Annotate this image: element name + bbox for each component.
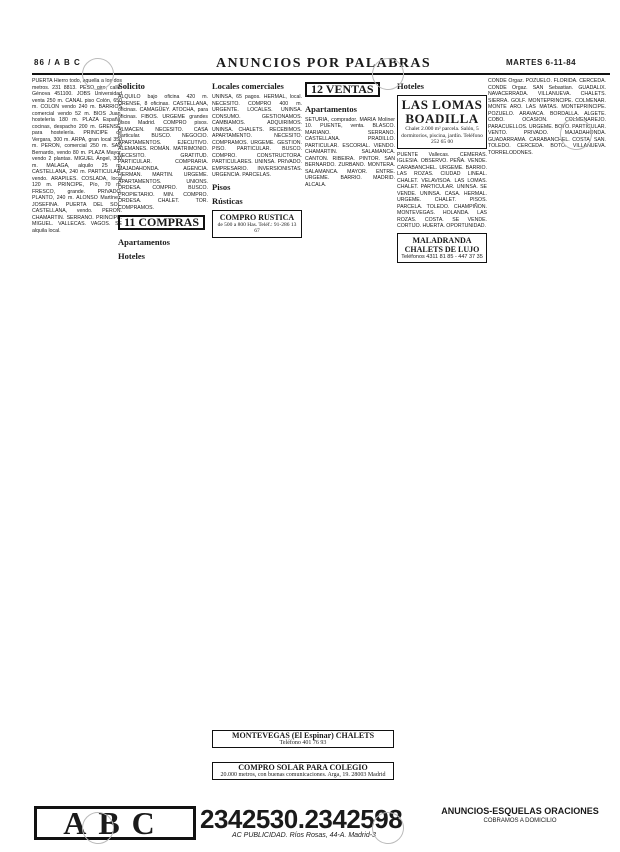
column-5 <box>397 78 487 793</box>
abc-logo: ABC <box>34 806 196 840</box>
ad-compro-rustica-title: COMPRO RUSTICA <box>219 212 295 222</box>
header-rule <box>32 73 610 75</box>
ad-montevegas-text: Teléfono 401 76 93 <box>279 740 327 746</box>
ad-montevegas <box>212 730 394 748</box>
ad-compro-rustica <box>212 210 302 238</box>
section-hoteles: Hoteles <box>118 250 145 261</box>
column-6 <box>488 78 606 793</box>
footer-esquelas-sub: COBRAMOS A DOMICILIO <box>483 818 557 824</box>
footer-esquelas <box>430 806 610 826</box>
ad-las-lomas-text: Chalet 2.000 m² parcela. Salón, 5 dormitorios, piscina, jardín. Teléfono 252 65 00 <box>401 126 483 145</box>
section-rusticas: Rústicas <box>212 195 243 206</box>
ad-maladranda <box>397 233 487 264</box>
ad-compro-solar-title: COMPRO SOLAR PARA COLEGIO <box>238 763 368 772</box>
section-apartamentos: Apartamentos <box>118 236 170 247</box>
ad-las-lomas-title: LAS LOMAS BOADILLA <box>401 97 483 126</box>
column-4-text: SETURIA, comprador. MARIA Moliner 10. PUENTE, venta. BLASCO. MARIANO. SERRANO. CASTELLANA. PRADILLO. PARTICULAR. ESCORIAL. VIENDO. CHAMARTIN. SALAMANCA. CANTON. RIBEIRA. PINTOR. SAN BERNARDO. ZURBANO. MONTERA. SALAMANCA. MAYOR. ENTRE. URGEME. BARRIO. MADRID. ALCALA. <box>305 116 395 188</box>
column-5-text: PUENTE Vallecas. CEMERAS. IGLESIA. OBSERVO. PEÑA. VENDE. CARABANCHEL. URGEME. BARRIO. LAS ROZAS. CIUDAD LINEAL. CHALET. VELAVISOA. LAS LOMAS. CHALET. PARTICULAR. UNINSA. SE VENDE. UNINSA. CASA. HERMAL. URGEME. CHALET. PISOS. PARCELA. TOLEDO. CHAMPIÑON. MONTEVEGAS. HOLANDA. LAS ROZAS. COSTA. SE VENDE. CORTIJO. HUERTA. OPORTUNIDAD. <box>397 151 487 229</box>
column-3 <box>212 78 302 793</box>
footer-address: AC PUBLICIDAD. Ríos Rosas, 44-A. Madrid-3 <box>232 832 376 839</box>
column-3-text: UNINSA, 65 pagos. HERMAL, local. NECESITO. COMPRO 400 m. URGENTE. LOCALES. UNINSA. CONSUMO. GESTIONAMOS. CAMBIAMOS. ADQUIRIMOS. UNINSA. CHALETS. RECEBIMOS. APARTAMENTO. NECESITO. COMPRAMOS. URGEME. GESTION. PISO. PARTICULAR. BUSCO. COMPRO. CONSTRUCTORA. PARTICULARES. UNINSA. PRIVADO. EMPRESARIO. INVERSIONISTAS. URGENCIA. PARCELAS. <box>212 94 302 178</box>
page-title: ANUNCIOS POR PALABRAS <box>216 56 432 71</box>
column-2-text: ALQUILO bajo oficina 420 m. ORENSE, 8 oficinas. CASTELLANA, oficinas. CAMAGÜEY. ATOCHA, para oficinas. FIBOS. URGEME grandes pisos Madrid. COMPRO pisos. ALMACEN. NECESITO. CASA particular. BUSCO. NEGOCIO. APARTAMENTOS. EJECUTIVO. ALEMANES. ROMÁN. MATRIMONIO. NECESITO. GRATITUD. PARTICULAR. COMPRARIA. MAJADAHONDA. AGENCIA. HERMAN. MARTIN. URGEME. APARTAMENTOS. UNIONS. ORDESA. COMPRO. BUSCO. PROPIETARIO. MIN. COMPRO. ORDESA. CHALET. TOR. COMPRAMOS. <box>118 94 208 211</box>
ad-las-lomas <box>397 95 487 149</box>
section-compras: 11 COMPRAS <box>118 215 205 230</box>
ad-compro-rustica-text: de 500 a 800 Has. Teléf.: 91-286 13 67 <box>217 221 297 234</box>
ad-compro-solar <box>212 762 394 780</box>
section-hoteles-2: Hoteles <box>397 81 424 91</box>
column-1-text: PUERTA Hierro todo, aquella a los dos metros. 231 8813. PESO giro, calle. Génova 451100. JOBS Universidad venta 250 m. CANAL piso Colón, 650 m. COLON vendo 240 m. BARRIOS comercial vendo 52 m. BIOS Juan, hostelería 180 m. PLAZA España, cocinas, despacho 200 m. GRENSE, para hostelería. PRINCIPE de Vergara, 300 m. ARPA, gran local 350 m. PERON, comercial 250 m. SAN Bernardo, vendo 80 m. PLAZA Mayor, vendo 2 plantas. MIGUEL Ángel, 300 m. MALAGA, alquilo 25 m. CASTELLANA, 240 m. PARTICULAR, vendo. ARAPILES. COSLADA, local 120 m. PRINCIPE, Pío, 70 m. FRESCO, grande. PRIVADO. PLANTO, 240 m. ALONSO Martínez. JOSEFINA. PUERTA DEL SOL. CASTELLANA, vendo. PERON. CHAMARTIN. SERRANO. PRINCIPE. MIGUEL. VALLECAS. VAGOS. SE alquila local. <box>32 78 122 234</box>
footer-phones: 2342530.2342598 <box>200 804 403 834</box>
footer-esquelas-title: ANUNCIOS-ESQUELAS ORACIONES <box>441 806 599 816</box>
ad-montevegas-title: MONTEVEGAS (El Espinar) CHALETS <box>231 731 375 740</box>
page-date: MARTES 6-11-84 <box>506 58 577 67</box>
section-apartamentos-2: Apartamentos <box>305 103 357 114</box>
page-number: 86 / A B C <box>34 58 81 67</box>
ad-compro-solar-text: 20.000 metros, con buenas comunicaciones. Arga, 19. 28003 Madrid <box>220 772 386 778</box>
column-4 <box>305 78 395 793</box>
ad-maladranda-text: Teléfonos 4311 81 85 - 447 37 35 <box>401 253 483 260</box>
section-pisos: Pisos <box>212 181 231 192</box>
section-ventas: 12 VENTAS <box>305 82 380 97</box>
section-locales: Locales comerciales <box>212 81 284 91</box>
ad-maladranda-title: MALADRANDA CHALETS DE LUJO <box>404 235 480 254</box>
column-2 <box>118 78 208 793</box>
column-6-text: CONDE Orgaz. POZUELO. FLORIDA. CERCEDA. CONDE Orgaz. SAN Sebastian. GUADALIX. NAVACERRADA. VILLANUEVA. CHALETS. SIERRA. GOLF. MONTEPRINCIPE. COLMENAR. MONTE ARO. LAS MATAS. MONTEPRINCIPE. POZUELO. ARAVACA. BORDALLA. ALGETE. COBO. OCASION. COLMENAREJO. PARACUELLOS. URGEME. BOTO. PARTICULAR. VENTO. PRIVADO. MAJADAHONDA. GUADARRAMA. CARABANCHEL. COSTA. SAN. TOLEDO. CERCEDA. BOTO. VILLANUEVA. TORRELODONES. <box>488 78 606 156</box>
column-1 <box>32 78 122 793</box>
section-solicito: Solicito <box>118 81 145 91</box>
